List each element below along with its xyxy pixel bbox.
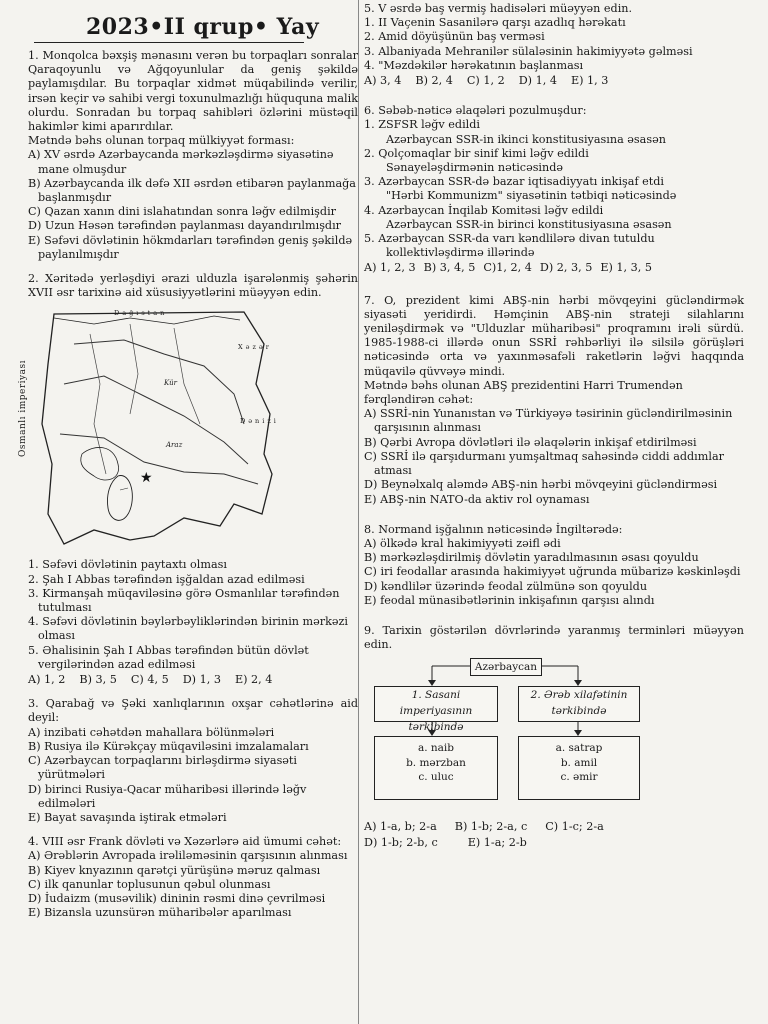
- list-item: 2. Amid döyüşünün baş verməsi: [364, 30, 545, 44]
- list-item: 3. Azərbaycan SSR-də bazar iqtisadiyyatı inkişaf etdi: [364, 175, 665, 189]
- question-4-stem: 4. VIII əsr Frank dövləti və Xəzərlərə aid ümumi cəhət:: [28, 835, 342, 849]
- list-item-result: Sənayeləşdirmənin nəticəsində: [386, 161, 563, 175]
- diagram-branch-1: 1. Sasani imperiyasının tərkibində: [374, 686, 498, 722]
- answer-row: [28, 673, 358, 687]
- list-item: 5. Əhalisinin Şah I Abbas tərəfindən bütün dövlət vergilərindən azad edilməsi: [28, 643, 309, 671]
- question-8-stem: 8. Normand işğalının nəticəsində İngiltərədə:: [364, 522, 623, 536]
- answer-option[interactable]: B) 1-b; 2-a, c: [454, 820, 528, 834]
- list-item: 1. Səfəvi dövlətinin paytaxtı olması: [28, 558, 227, 572]
- answer-option[interactable]: A) Ərəblərin Avropada irəliləməsinin qarşısının alınması: [28, 849, 348, 863]
- answer-option[interactable]: E) Səfəvi dövlətinin hökmdarları tərəfindən geniş şəkildə paylanılmışdır: [28, 233, 353, 261]
- answer-option[interactable]: E) 2, 4: [234, 673, 273, 687]
- list-item: 1. II Vaçenin Sasanilərə qarşı azadlıq hərəkatı: [364, 16, 626, 30]
- list-item: 2. Qolçomaqlar bir sinif kimi ləğv edildi: [364, 146, 589, 160]
- list-item: 5. Azərbaycan SSR-da varı kəndlilərə divan tutuldu: [364, 232, 655, 246]
- column-divider: [358, 0, 359, 1024]
- list-item: 2. Şah I Abbas tərəfindən işğaldan azad edilməsi: [28, 572, 305, 586]
- list-item-result: kollektivləşdirmə illərində: [386, 246, 535, 260]
- question-9-stem: 9. Tarixin göstərilən dövrlərində yaranmış terminləri müəyyən edin.: [364, 623, 744, 652]
- answer-option[interactable]: C)1, 2, 4: [483, 261, 532, 275]
- answer-option[interactable]: E) Bayat savaşında iştirak etmələri: [28, 810, 227, 824]
- right-column: [364, 0, 744, 854]
- answer-row: [364, 820, 744, 834]
- question-5: [364, 2, 744, 88]
- answer-option[interactable]: D) Beynəlxalq aləmdə ABŞ-nin hərbi mövqeyini gücləndirməsi: [364, 478, 718, 492]
- map-label-sea2: Dənizi: [240, 417, 279, 426]
- answer-option[interactable]: A) inzibati cəhətdən mahallara bölünmələri: [28, 725, 275, 739]
- answer-option[interactable]: B) 3, 5: [79, 673, 117, 687]
- question-3: [28, 697, 358, 825]
- answer-option[interactable]: B) Azərbaycanda ilk dəfə XII əsrdən etibarən paylanmağa başlanmışdır: [28, 176, 356, 205]
- diagram-right-terms: [518, 736, 640, 800]
- term-item: a. satrap: [555, 742, 603, 755]
- answer-option[interactable]: D) Uzun Həsən tərəfindən paylanması dayandırılmışdır: [28, 219, 342, 233]
- answer-option[interactable]: C) ilk qanunlar toplusunun qəbul olunması: [28, 877, 271, 891]
- term-item: b. mərzban: [406, 756, 466, 769]
- answer-option[interactable]: A) 1, 2: [28, 673, 66, 687]
- list-item-result: Azərbaycan SSR-in ikinci konstitusiyasına əsasən: [386, 132, 666, 146]
- answer-option[interactable]: D) 1-b; 2-b, c: [364, 835, 438, 849]
- left-column: [18, 0, 358, 924]
- answer-option[interactable]: E) 1, 3: [570, 74, 609, 88]
- list-item: 3. Kirmanşah müqaviləsinə görə Osmanlılar tərəfindən tutulması: [28, 586, 340, 615]
- answer-option[interactable]: C) 1, 2: [466, 74, 505, 88]
- answer-option[interactable]: C) Qazan xanın dini islahatından sonra ləğv edilmişdir: [28, 205, 337, 219]
- term-item: c. uluc: [418, 770, 454, 783]
- question-6-stem: 6. Səbəb-nəticə əlaqələri pozulmuşdur:: [364, 104, 587, 118]
- answer-option[interactable]: C) 1-c; 2-a: [545, 820, 604, 834]
- list-item: 4. Azərbaycan İnqilab Komitəsi ləğv edildi: [364, 203, 604, 217]
- term-item: b. amil: [560, 756, 598, 769]
- question-9: [364, 624, 744, 850]
- question-1-stem: 1. Monqolca bəxşiş mənasını verən bu torpaqları sonralar Qaraqoyunlu və Ağqoyunlular da geniş şəkildə paylamışdılar. Bu torpaqlar xidmət müqabilində verilir, irsən keçir və sahibi vergi toxunulmazlığı hüququna malik olurdu. Sonradan bu torpaq sahibləri özlərini müstəqil hakimlər kimi aparırdılar.: [28, 49, 358, 134]
- question-7-stem: 7. O, prezident kimi ABŞ-nin hərbi mövqeyini gücləndirmək siyasəti yeridirdi. Həmçinin ABŞ-nin strateji silahlarını yeniləşdirmək və "Ulduzlar müharibəsi" proqramını irəli sürdü. 1985-1988-ci illərdə onun SSRİ rəhbərliyi ilə silsilə görüşləri nəticəsində orta və yaxınməsafəli raketlərin ləğvi haqqında müqavilə qüvvəyə mindi.: [364, 293, 744, 378]
- answer-option[interactable]: A) SSRİ-nin Yunanıstan və Türkiyəyə təsirinin gücləndirilməsinin qarşısının alınması: [364, 407, 733, 435]
- list-item-result: Azərbaycan SSR-in birinci konstitusiyasına əsasən: [386, 217, 672, 231]
- list-item: 3. Albaniyada Mehranilər sülaləsinin hakimiyyətə gəlməsi: [364, 44, 693, 58]
- question-1: [28, 49, 358, 262]
- answer-option[interactable]: E) 1-a; 2-b: [467, 835, 527, 849]
- question-1-prompt: Mətndə bəhs olunan torpaq mülkiyyət forması:: [28, 134, 295, 148]
- question-6: [364, 104, 744, 275]
- term-item: c. əmir: [560, 770, 598, 783]
- answer-option[interactable]: E) 1, 3, 5: [600, 261, 652, 275]
- question-5-stem: 5. V əsrdə baş vermiş hadisələri müəyyən edin.: [364, 2, 633, 15]
- answer-option[interactable]: D) 1, 4: [518, 74, 557, 88]
- answer-option[interactable]: D) 2, 3, 5: [539, 261, 593, 275]
- map-label-sea: Xəzər: [238, 343, 272, 352]
- question-2-stem: 2. Xəritədə yerləşdiyi ərazi ulduzla işarələnmiş şəhərin XVII əsr tarixinə aid xüsusiyyətlərini müəyyən edin.: [28, 272, 358, 300]
- question-7-prompt: Mətndə bəhs olunan ABŞ prezidentini Harri Trumendən fərqləndirən cəhət:: [364, 378, 683, 407]
- diagram-root: Azərbaycan: [470, 658, 542, 676]
- diagram-branch-2: 2. Ərəb xilafətinin tərkibində: [518, 686, 640, 722]
- answer-option[interactable]: E) Bizansla uzunsürən müharibələr aparılması: [28, 906, 292, 920]
- answer-option[interactable]: A) 3, 4: [364, 74, 402, 88]
- answer-option[interactable]: A) 1-a, b; 2-a: [364, 820, 437, 834]
- answer-option[interactable]: A) 1, 2, 3: [364, 261, 416, 275]
- historical-map: [18, 304, 292, 552]
- question-3-stem: 3. Qarabağ və Şəki xanlıqlarının oxşar cəhətlərinə aid deyil:: [28, 697, 358, 725]
- map-label-west: Osmanlı imperiyası: [18, 360, 28, 458]
- question-7: [364, 294, 744, 507]
- answer-option[interactable]: B) 3, 4, 5: [423, 261, 476, 275]
- map-label-north: Dağıstan: [114, 309, 168, 318]
- answer-option[interactable]: B) 2, 4: [415, 74, 453, 88]
- question-8: [364, 523, 744, 608]
- answer-option[interactable]: C) iri feodallar arasında hakimiyyət uğrunda mübarizə kəskinləşdi: [364, 565, 741, 579]
- answer-option[interactable]: C) 4, 5: [130, 673, 169, 687]
- answer-row: [364, 261, 744, 275]
- answer-row: [364, 74, 744, 88]
- answer-option[interactable]: C) SSRİ ilə qarşıdurmanı yumşaltmaq sahəsində ciddi addımlar atması: [364, 449, 724, 478]
- answer-option[interactable]: E) feodal münasibətlərinin inkişafının qarşısı alındı: [364, 593, 655, 607]
- answer-option[interactable]: B) Rusiya ilə Kürəkçay müqaviləsini imzalamaları: [28, 739, 309, 753]
- answer-row: [364, 836, 744, 850]
- answer-option[interactable]: B) mərkəzləşdirilmiş dövlətin yaradılmasının əsası qoyuldu: [364, 551, 699, 565]
- list-item: 4. Səfəvi dövlətinin bəylərbəyliklərindən birinin mərkəzi olması: [28, 615, 348, 643]
- answer-option[interactable]: D) birinci Rusiya-Qacar müharibəsi illərində ləğv edilmələri: [28, 782, 307, 810]
- answer-option[interactable]: D) kəndlilər üzərində feodal zülmünə son qoyuldu: [364, 579, 648, 593]
- page-title: 2023•II qrup• Yay: [86, 14, 358, 43]
- question-2: [18, 272, 358, 687]
- map-label-river-kur: Kür: [164, 379, 177, 388]
- answer-option[interactable]: E) ABŞ-nin NATO-da aktiv rol oynaması: [364, 492, 590, 506]
- answer-option[interactable]: A) XV əsrdə Azərbaycanda mərkəzləşdirmə siyasətinə mane olmuşdur: [28, 148, 334, 176]
- answer-option[interactable]: B) Qərbi Avropa dövlətləri ilə əlaqələrin inkişaf etdirilməsi: [364, 435, 697, 449]
- map-label-river-araz: Araz: [166, 441, 183, 450]
- list-item: 4. "Məzdəkilər hərəkatının başlanması: [364, 58, 584, 72]
- answer-option[interactable]: B) Kiyev knyazının qarətçi yürüşünə məruz qalması: [28, 863, 321, 877]
- star-icon: ★: [140, 470, 153, 487]
- diagram-left-terms: [374, 736, 498, 800]
- answer-option[interactable]: D) 1, 3: [182, 673, 221, 687]
- answer-option[interactable]: A) ölkədə kral hakimiyyəti zəifl ədi: [364, 536, 561, 550]
- list-item: 1. ZSFSR ləğv edildi: [364, 118, 480, 132]
- term-diagram: [372, 656, 672, 818]
- list-item-result: "Hərbi Kommunizm" siyasətinin tətbiqi nəticəsində: [386, 189, 677, 203]
- answer-option[interactable]: D) İudaizm (musəvilik) dininin rəsmi dinə çevrilməsi: [28, 891, 326, 905]
- question-4: [28, 835, 358, 920]
- term-item: a. naib: [417, 742, 455, 755]
- answer-option[interactable]: C) Azərbaycan torpaqlarını birləşdirmə siyasəti yürütmələri: [28, 754, 298, 782]
